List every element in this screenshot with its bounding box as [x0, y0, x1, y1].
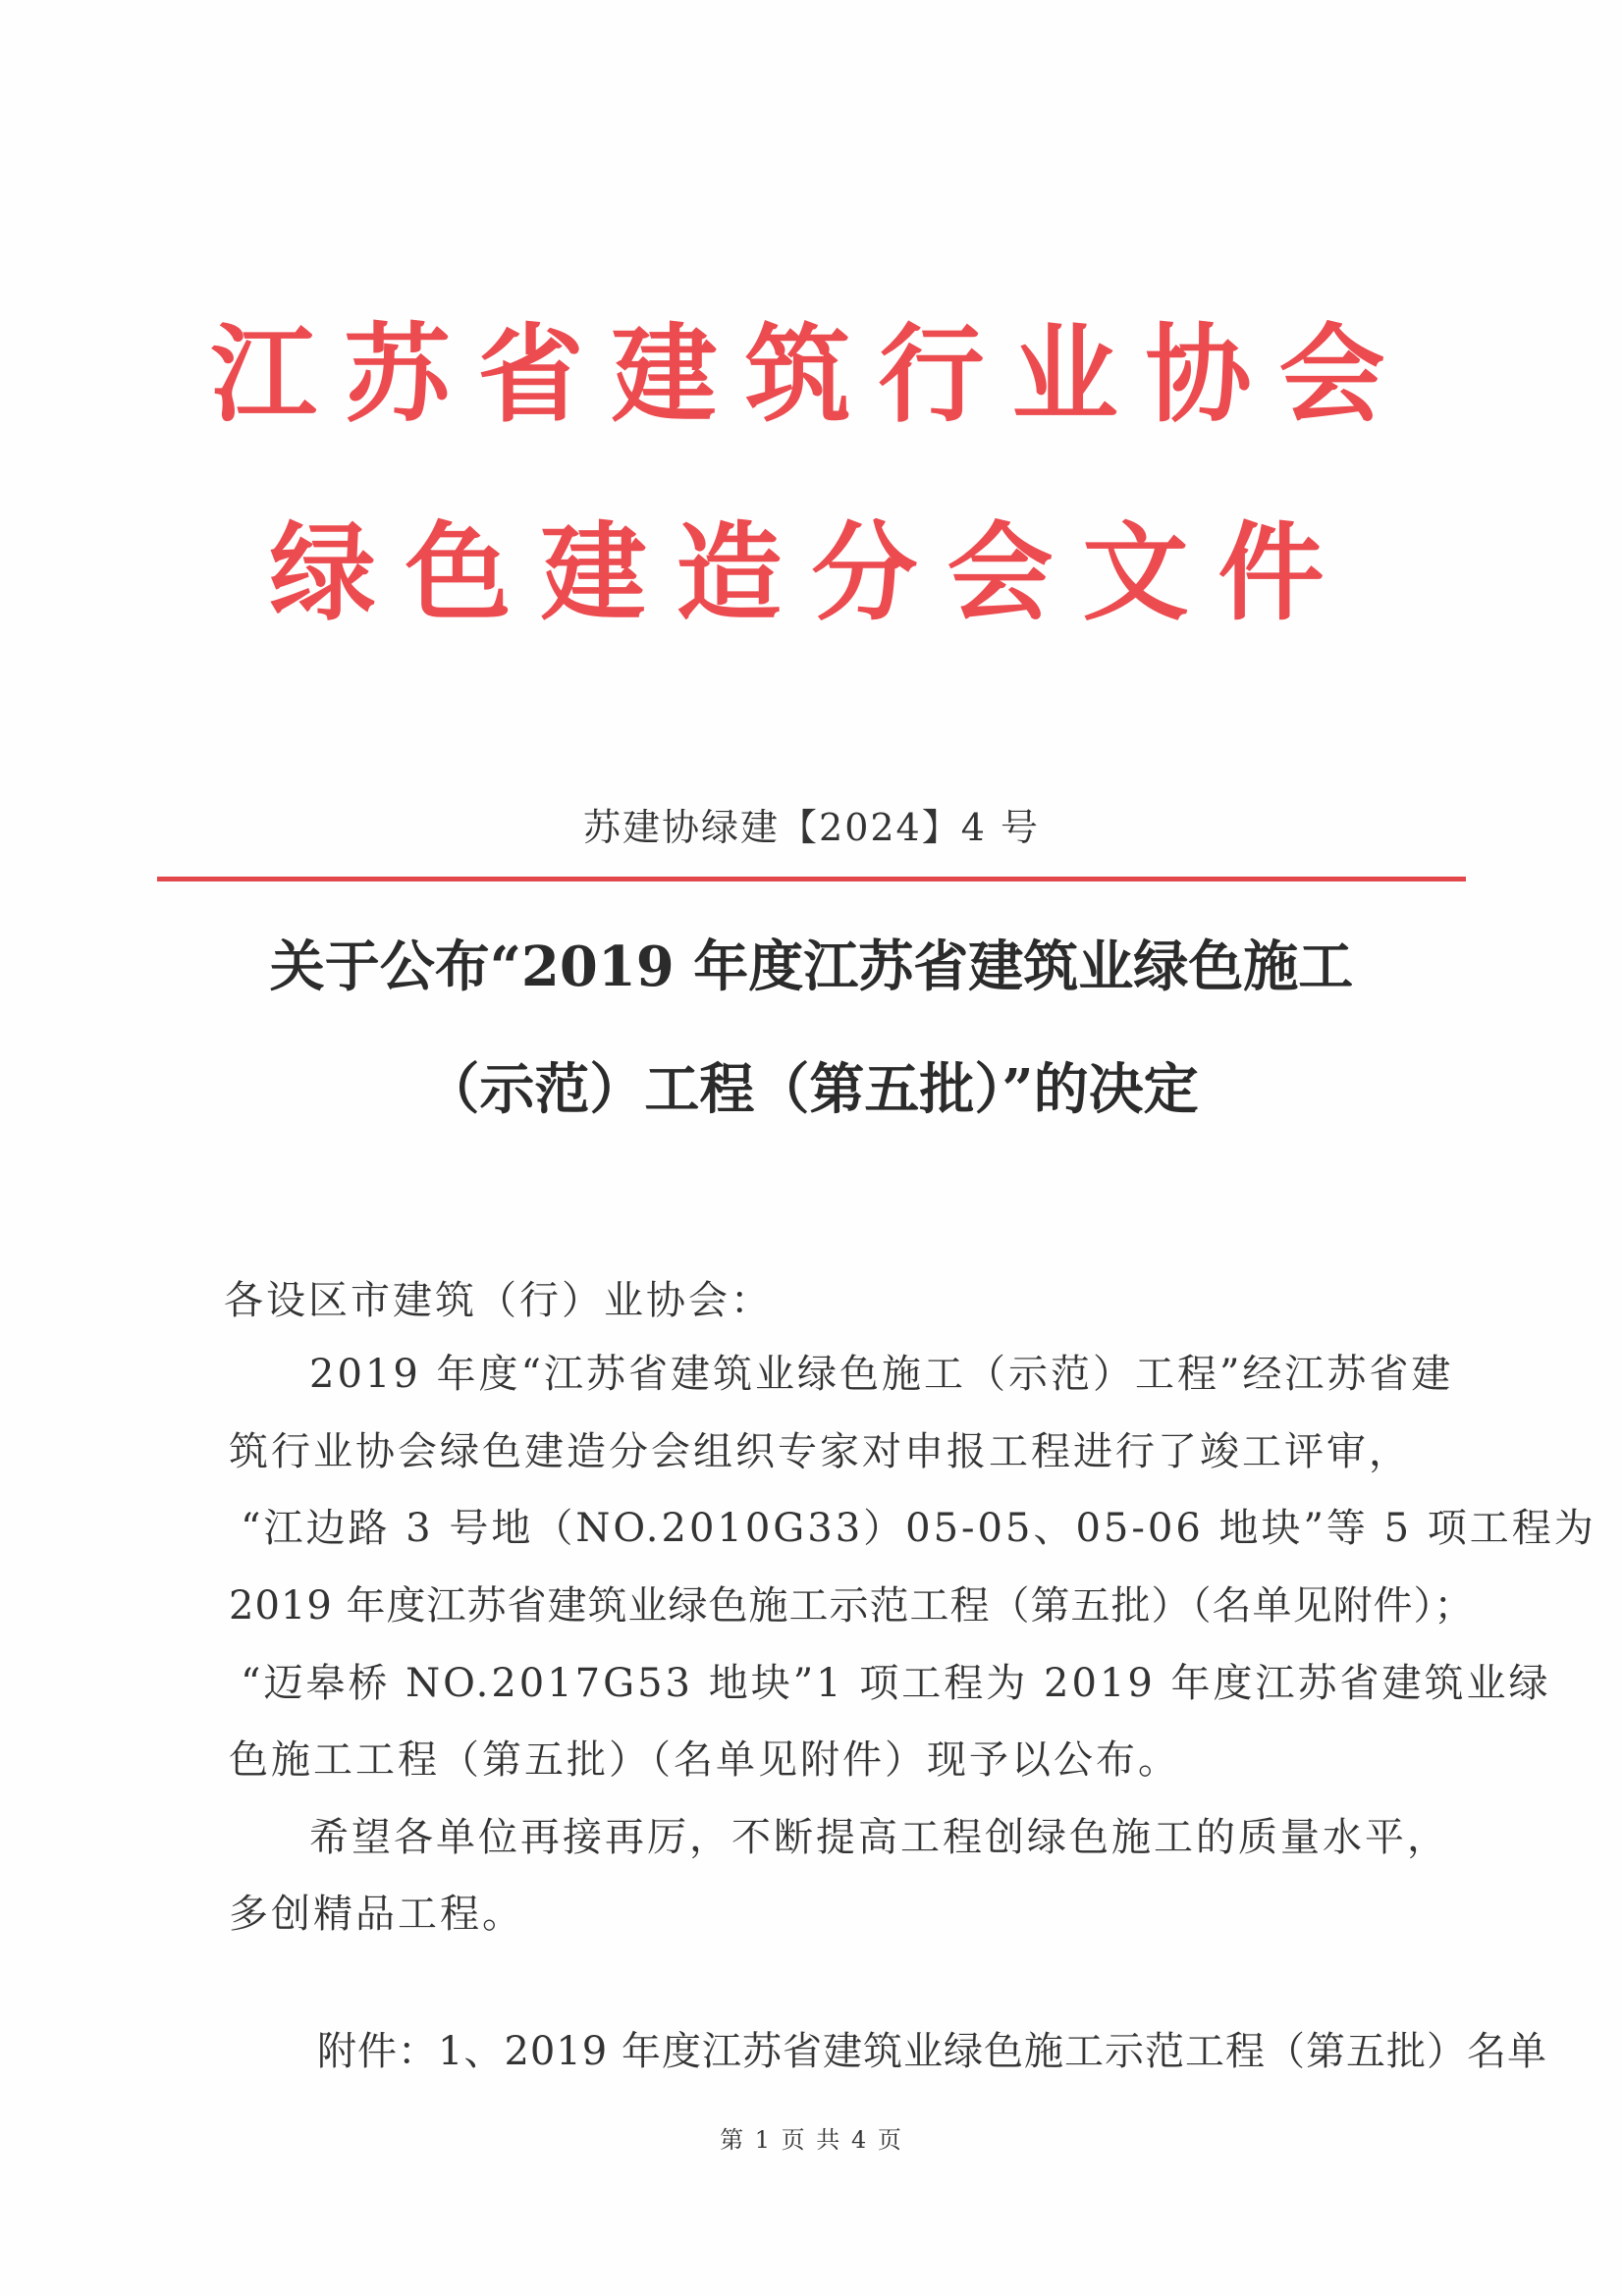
- paragraph2-line: 多创精品工程。: [229, 1892, 524, 1937]
- document-number: 苏建协绿建【2024】4 号: [583, 806, 1040, 849]
- document-title-line2: （示范）工程（第五批）”的决定: [424, 1057, 1199, 1122]
- attachment-line: 附件：1、2019 年度江苏省建筑业绿色施工示范工程（第五批）名单: [317, 2029, 1547, 2074]
- red-divider: [157, 877, 1466, 881]
- org-header-line2: 绿色建造分会文件: [269, 512, 1354, 635]
- paragraph1-line: 色施工工程（第五批）（名单见附件）现予以公布。: [229, 1737, 1180, 1783]
- paragraph2-line: 希望各单位再接再厉，不断提高工程创绿色施工的质量水平，: [309, 1815, 1449, 1860]
- org-header-line1: 江苏省建筑行业协会: [210, 314, 1413, 437]
- document-title-line1: 关于公布“2019 年度江苏省建筑业绿色施工: [269, 934, 1354, 999]
- page-footer: 第 1 页 共 4 页: [720, 2126, 903, 2154]
- salutation: 各设区市建筑（行）业协会：: [224, 1278, 773, 1323]
- paragraph1-line: 2019 年度江苏省建筑业绿色施工示范工程（第五批）（名单见附件）；: [229, 1583, 1475, 1629]
- paragraph1-line: “江边路 3 号地（NO.2010G33）05-05、05-06 地块”等 5 项工程为: [241, 1506, 1596, 1551]
- paragraph1-line: “迈皋桥 NO.2017G53 地块”1 项工程为 2019 年度江苏省建筑业绿: [241, 1661, 1551, 1706]
- paragraph1-line: 筑行业协会绿色建造分会组织专家对申报工程进行了竣工评审，: [229, 1429, 1411, 1474]
- paragraph1-line: 2019 年度“江苏省建筑业绿色施工（示范）工程”经江苏省建: [309, 1352, 1454, 1397]
